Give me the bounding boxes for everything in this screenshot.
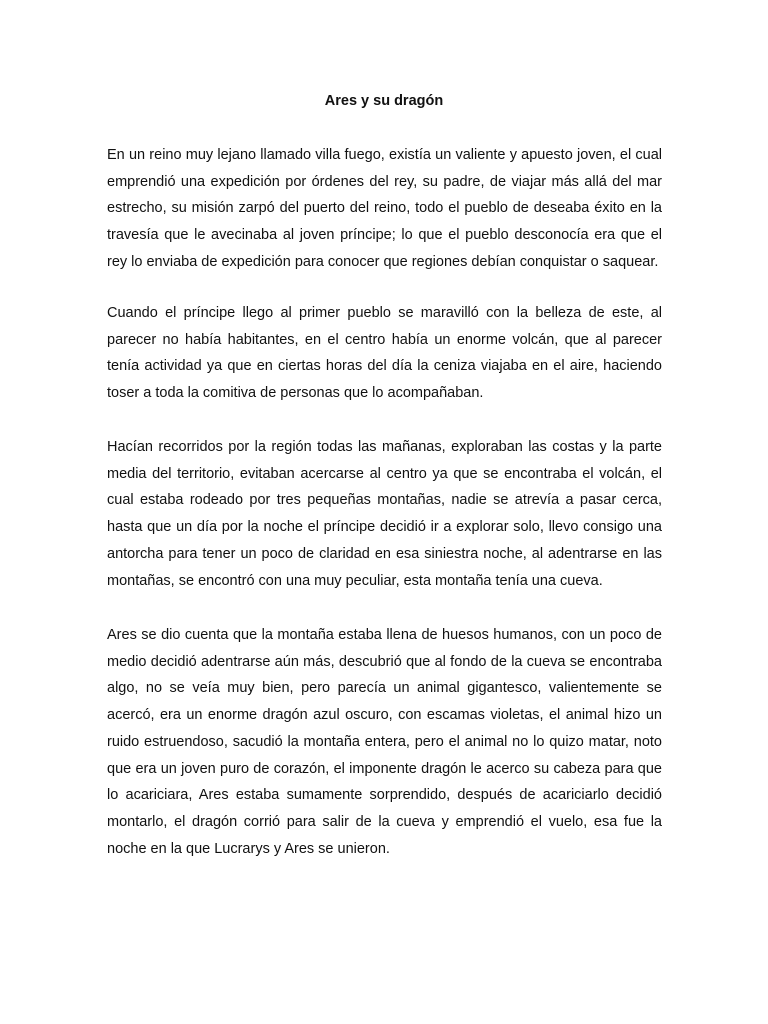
document-title: Ares y su dragón [324, 93, 444, 109]
paragraph-1: En un reino muy lejano llamado villa fuego, existía un valiente y apuesto joven, el cual emprendió una expedición por órdenes del rey, su padre, de viajar más allá del mar estrecho, su misión zarpó del puerto del reino, todo el pueblo de deseaba éxito en la travesía que le avecinaba al joven príncipe; lo que el pueblo desconocía era que el rey lo enviaba de expedición para conocer que regiones debían conquistar o saquear. [107, 147, 662, 270]
paragraph-3: Hacían recorridos por la región todas las mañanas, exploraban las costas y la parte media del territorio, evitaban acercarse al centro ya que se encontraba el volcán, el cual estaba rodeado por tres pequeñas montañas, nadie se atrevía a pasar cerca, hasta que un día por la noche el príncipe decidió ir a explorar solo, llevo consigo una antorcha para tener un poco de claridad en esa siniestra noche, al adentrarse en las montañas, se encontró con una muy peculiar, esta montaña tenía una cueva. [107, 439, 662, 589]
paragraph-2: Cuando el príncipe llego al primer pueblo se maravilló con la belleza de este, al parecer no había habitantes, en el centro había un enorme volcán, que al parecer tenía actividad ya que en ciertas horas del día la ceniza viajaba en el aire, haciendo toser a toda la comitiva de personas que lo acompañaban. [107, 305, 662, 402]
paragraph-4: Ares se dio cuenta que la montaña estaba llena de huesos humanos, con un poco de medio decidió adentrarse aún más, descubrió que al fondo de la cueva se encontraba algo, no se veía muy bien, pero parecía un animal gigantesco, valientemente se acercó, era un enorme dragón azul oscuro, con escamas violetas, el animal hizo un ruido estruendoso, sacudió la montaña entera, pero el animal no lo quizo matar, noto que era un joven puro de corazón, el imponente dragón le acerco su cabeza para que lo acariciara, Ares estaba sumamente sorprendido, después de acariciarlo decidió montarlo, el dragón corrió para salir de la cueva y emprendió el vuelo, esa fue la noche en la que Lucrarys y Ares se unieron. [107, 627, 662, 857]
